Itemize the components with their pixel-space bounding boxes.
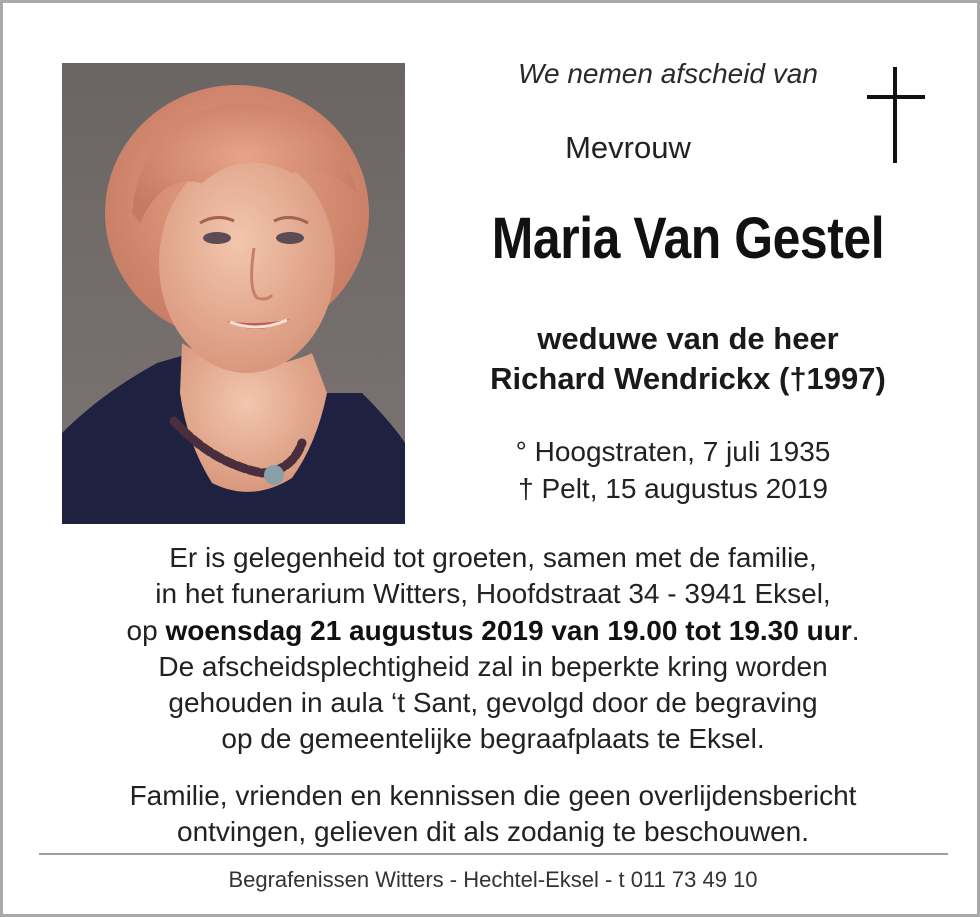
- widow-line-2: Richard Wendrickx (†1997): [490, 361, 886, 396]
- portrait-photo: [62, 63, 405, 524]
- visitation-notice: [33, 540, 953, 758]
- cross-icon: [867, 67, 925, 163]
- birth-date: ° Hoogstraten, 7 juli 1935: [515, 436, 831, 467]
- footer-divider: [39, 853, 948, 855]
- notice-line-3: [33, 613, 953, 649]
- notice-line-4: De afscheidsplechtigheid zal in beperkte kring worden: [158, 650, 828, 682]
- widow-line-1: weduwe van de heer: [537, 321, 839, 356]
- visitation-time: woensdag 21 augustus 2019 van 19.00 tot 19.30 uur: [165, 614, 852, 646]
- life-dates: [473, 433, 873, 507]
- intro-text: We nemen afscheid van: [518, 58, 818, 89]
- closing-line-1: Familie, vrienden en kennissen die geen overlijdensbericht: [129, 780, 857, 811]
- closing-line-2: ontvingen, gelieven dit als zodanig te beschouwen.: [177, 816, 809, 847]
- notice-line-5: gehouden in aula ‘t Sant, gevolgd door de begraving: [168, 687, 818, 719]
- death-date: † Pelt, 15 augustus 2019: [518, 473, 828, 504]
- notice-line-1: Er is gelegenheid tot groeten, samen met de familie,: [169, 542, 817, 573]
- notice-line-6: op de gemeentelijke begraafplaats te Eksel.: [221, 723, 765, 755]
- funeral-home-footer: Begrafenissen Witters - Hechtel-Eksel - t 011 73 49 10: [228, 867, 758, 892]
- widow-of-text: [423, 319, 953, 399]
- honorific-title: Mevrouw: [565, 130, 691, 165]
- notice-line-3-suffix: .: [851, 614, 860, 646]
- deceased-name: Maria Van Gestel: [491, 206, 885, 271]
- closing-text: [33, 778, 953, 850]
- notice-line-2: in het funerarium Witters, Hoofdstraat 34 - 3941 Eksel,: [155, 578, 831, 610]
- notice-line-3-prefix: op: [126, 614, 166, 646]
